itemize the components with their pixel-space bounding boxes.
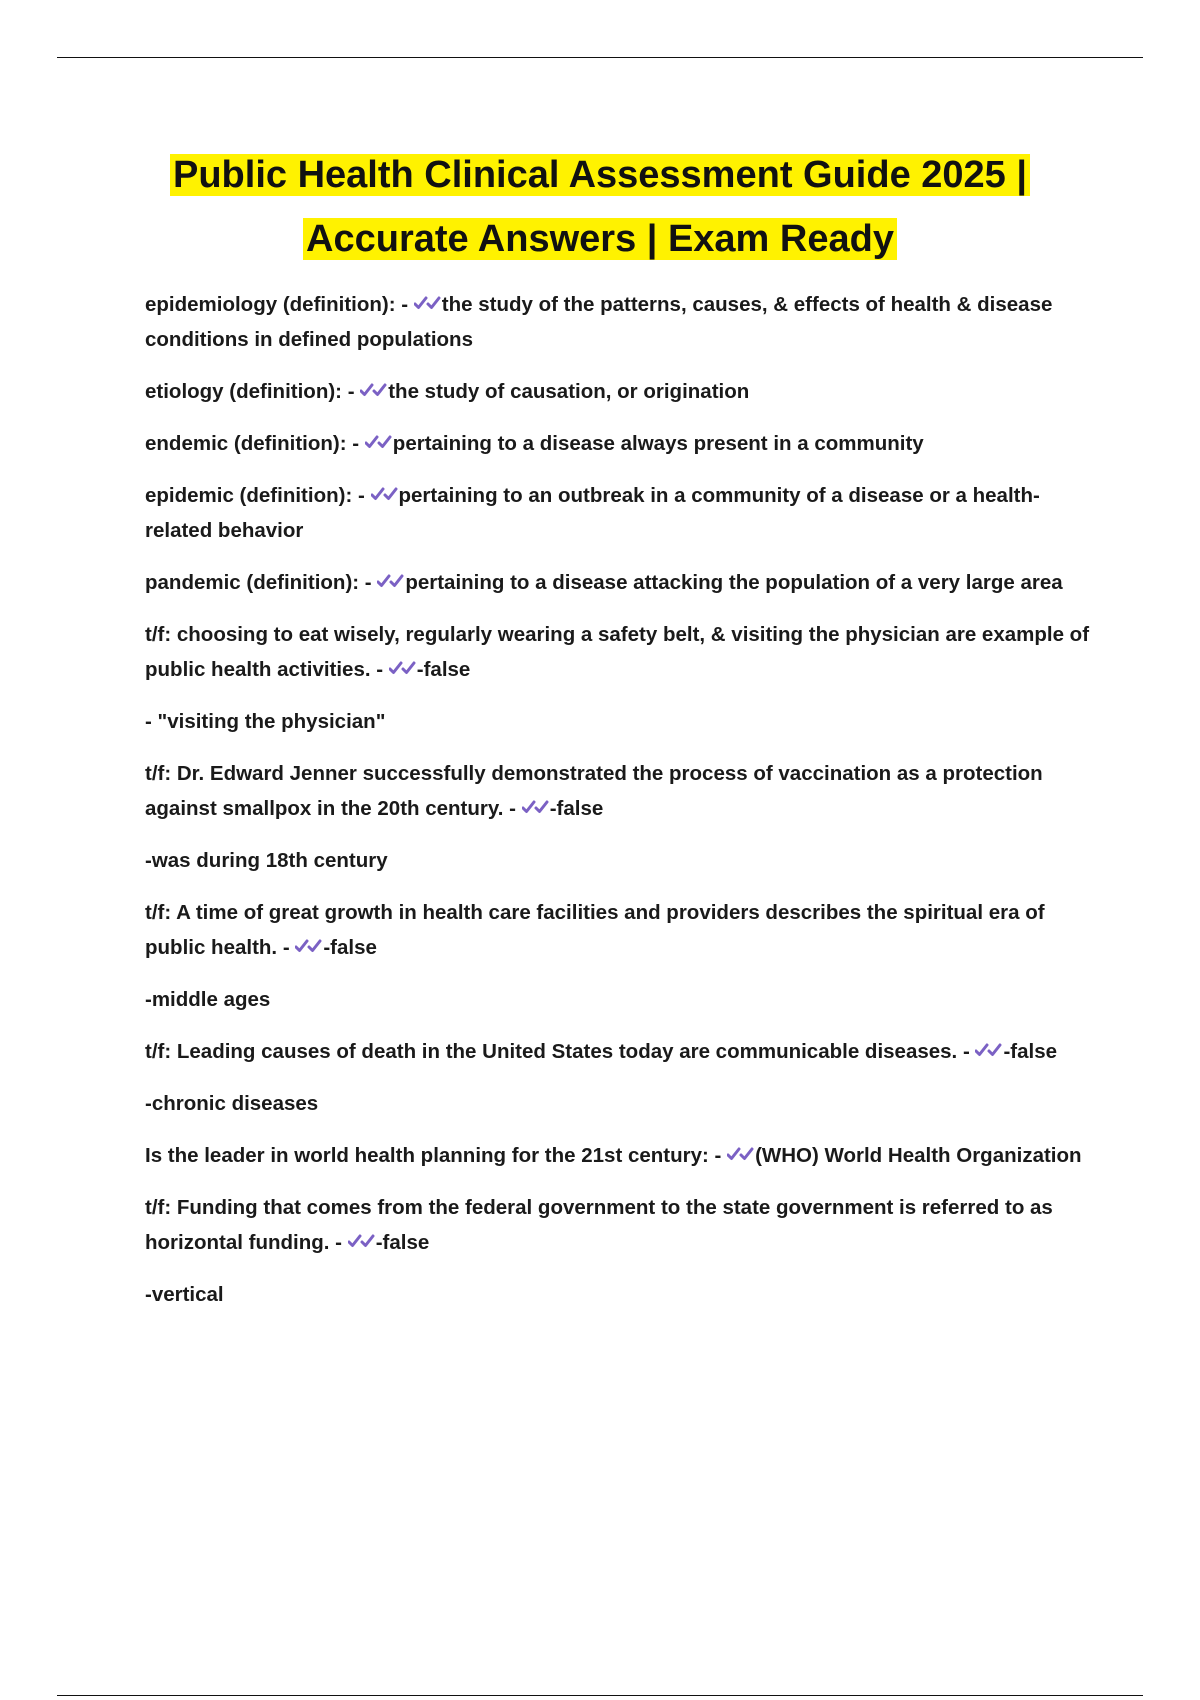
qa-item [145,1138,1095,1173]
qa-item [145,287,1095,357]
qa-list [145,287,1095,1329]
answer-text: the study of the patterns, causes, & effects of health & disease conditions in defined populations [145,293,1053,351]
top-rule [57,57,1143,58]
qa-item [145,1034,1095,1069]
answer-text: -false [549,797,604,820]
qa-item [145,565,1095,600]
question-text: t/f: Funding that comes from the federal government to the state government is referred to as horizontal funding. - [145,1196,1053,1254]
double-check-icon [360,380,388,402]
title-line-1: Public Health Clinical Assessment Guide 2025 | [170,154,1030,196]
answer-text: -false [1003,1040,1058,1063]
qa-note: - "visiting the physician" [145,710,386,733]
question-text: t/f: Leading causes of death in the United States today are communicable diseases. - [145,1040,976,1063]
answer-text: -false [323,936,377,959]
document-title [60,143,1140,271]
qa-note: -chronic diseases [145,1092,319,1115]
answer-text: pertaining to a disease attacking the population of a very large area [405,571,1063,594]
answer-text: (WHO) World Health Organization [755,1144,1082,1167]
double-check-icon [389,658,417,680]
qa-item [145,426,1095,461]
double-check-icon [975,1040,1003,1062]
answer-text: -false [375,1231,430,1254]
question-text: t/f: choosing to eat wisely, regularly wearing a safety belt, & visiting the physician are example of public health activities. - [145,623,1090,681]
double-check-icon [295,936,323,958]
question-text: epidemic (definition): - [145,484,371,507]
double-check-icon [522,797,550,819]
question-text: etiology (definition): - [145,380,361,403]
qa-item [145,617,1095,687]
question-text: pandemic (definition): - [145,571,378,594]
qa-note: -was during 18th century [145,849,388,872]
qa-note: -middle ages [145,988,271,1011]
qa-item [145,756,1095,826]
qa-item [145,1190,1095,1260]
double-check-icon [365,432,393,454]
title-line-2: Accurate Answers | Exam Ready [303,218,897,260]
answer-text: pertaining to a disease always present in a community [392,432,924,455]
double-check-icon [371,484,399,506]
qa-note: -vertical [145,1283,224,1306]
double-check-icon [348,1231,376,1253]
double-check-icon [727,1144,755,1166]
qa-item [145,478,1095,548]
question-text: endemic (definition): - [145,432,365,455]
question-text: epidemiology (definition): - [145,293,414,316]
question-text: Is the leader in world health planning for the 21st century: - [145,1144,728,1167]
bottom-rule [57,1695,1143,1696]
question-text: t/f: A time of great growth in health care facilities and providers describes the spiritual era of public health. - [145,901,1045,959]
qa-item [145,895,1095,965]
answer-text: -false [416,658,471,681]
answer-text: pertaining to an outbreak in a community of a disease or a health-related behavior [145,484,1040,542]
double-check-icon [414,293,442,315]
qa-item [145,374,1095,409]
double-check-icon [377,571,405,593]
answer-text: the study of causation, or origination [388,380,750,403]
question-text: t/f: Dr. Edward Jenner successfully demonstrated the process of vaccination as a protection against smallpox in the 20th century. - [145,762,1043,820]
